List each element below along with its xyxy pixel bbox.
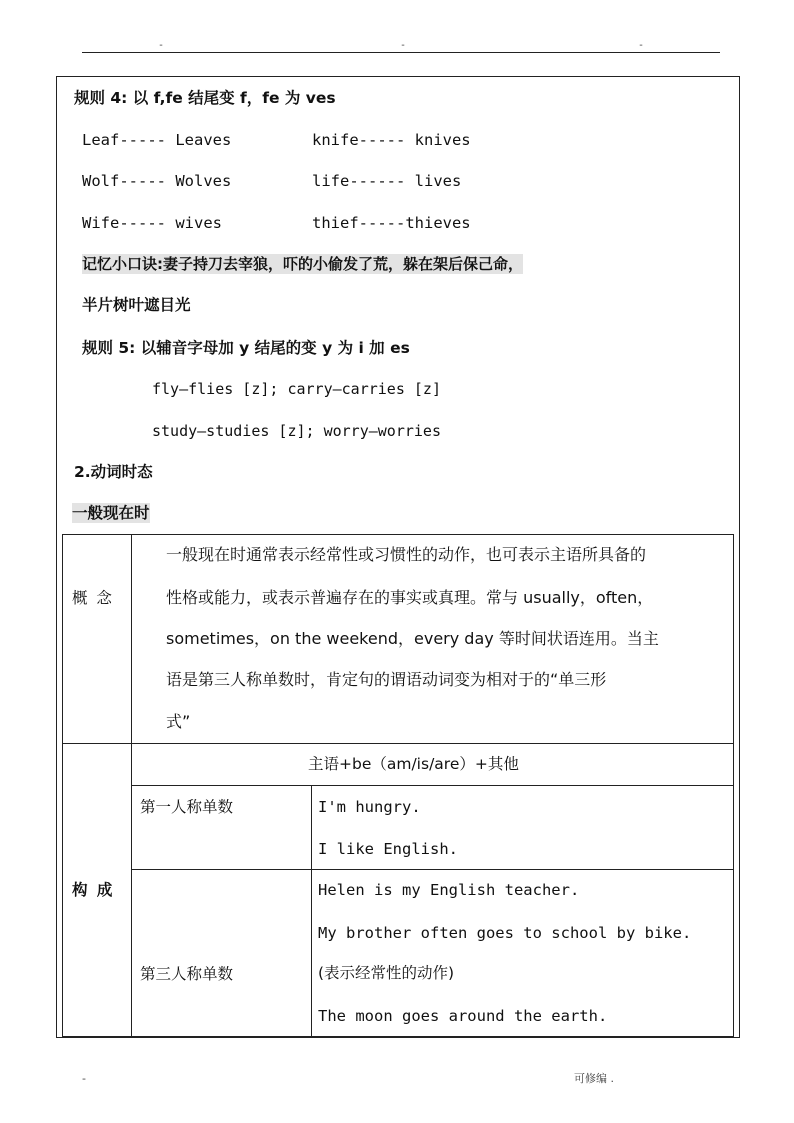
section-subheading: 一般现在时 <box>72 504 150 522</box>
example-note: (表示经常性的动作) <box>318 964 455 982</box>
concept-text: 语是第三人称单数时，肯定句的谓语动词变为相对于的“单三形 <box>166 670 607 689</box>
plural-example: fly—flies [z]; carry—carries [z] <box>152 380 441 398</box>
rule4-title: 规则 4: 以 f,fe 结尾变 f，fe 为 ves <box>74 89 336 107</box>
concept-text: 一般现在时通常表示经常性或习惯性的动作，也可表示主语所具备的 <box>166 545 647 564</box>
header-mark: - <box>158 40 165 51</box>
header-mark: - <box>638 40 645 51</box>
structure-formula: 主语+be（am/is/are）+其他 <box>308 755 519 773</box>
example-sentence: I'm hungry. <box>318 798 421 816</box>
plural-example: thief-----thieves <box>312 214 471 232</box>
section-heading: 2.动词时态 <box>74 463 153 481</box>
plural-example: Wife----- wives <box>82 214 222 232</box>
plural-example: Wolf----- Wolves <box>82 172 232 190</box>
header-rule <box>82 52 720 53</box>
first-person-label: 第一人称单数 <box>140 798 234 816</box>
example-sentence: I like English. <box>318 840 458 858</box>
example-sentence: Helen is my English teacher. <box>318 881 580 899</box>
plural-example: life------ lives <box>312 172 462 190</box>
third-person-label: 第三人称单数 <box>140 965 234 983</box>
plural-example: knife----- knives <box>312 131 471 149</box>
header-mark: - <box>400 40 407 51</box>
structure-label: 构 成 <box>72 881 115 899</box>
concept-label: 概 念 <box>72 589 114 607</box>
table-divider <box>131 869 734 870</box>
footer-mark: - <box>82 1072 86 1085</box>
mnemonic-line: 记忆小口诀:妻子持刀去宰狼，吓的小偷发了荒，躲在架后保己命， <box>82 255 524 273</box>
concept-text: 性格或能力，或表示普遍存在的事实或真理。常与 usually，often， <box>166 588 654 607</box>
table-divider <box>131 785 734 786</box>
example-sentence: The moon goes around the earth. <box>318 1007 608 1025</box>
plural-example: Leaf----- Leaves <box>82 131 232 149</box>
concept-text: sometimes，on the weekend，every day 等时间状语连用。当主 <box>166 629 659 648</box>
mnemonic-line: 半片树叶遮目光 <box>82 296 191 314</box>
table-divider <box>311 785 312 1037</box>
rule5-title: 规则 5: 以辅音字母加 y 结尾的变 y 为 i 加 es <box>82 339 410 357</box>
table-divider <box>62 743 734 744</box>
plural-example: study—studies [z]; worry—worries <box>152 422 441 440</box>
concept-text: 式” <box>166 712 191 731</box>
example-sentence: My brother often goes to school by bike. <box>318 924 692 942</box>
footer-text: 可修编 . <box>574 1072 614 1085</box>
